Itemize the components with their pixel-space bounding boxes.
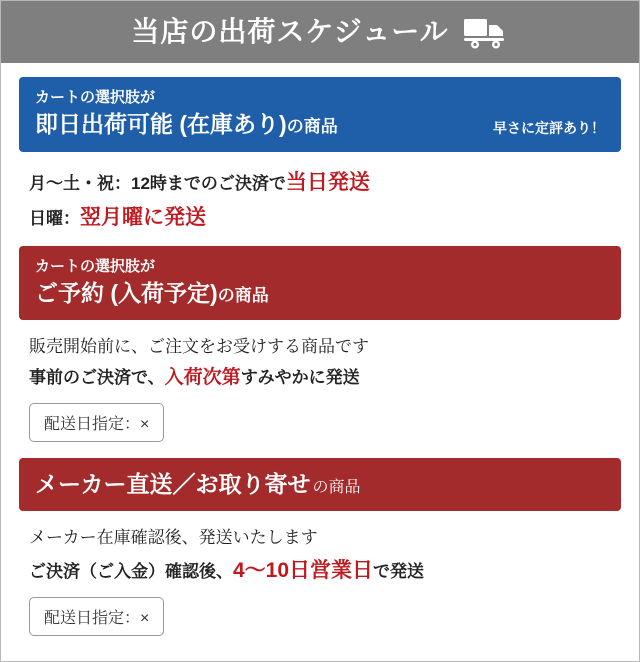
band-direct-ship-main-strong: メーカー直送／お取り寄せ	[35, 470, 311, 497]
delivery-truck-icon	[463, 15, 509, 49]
band-reserve	[19, 246, 621, 321]
detail-line-prefix: ご決済（ご入金）確認後、	[29, 562, 233, 582]
band-reserve-main-tail: の商品	[217, 285, 269, 305]
band-in-stock-sub: カートの選択肢が	[35, 89, 156, 106]
detail-line-emphasis: 4〜10日営業日	[233, 559, 374, 583]
detail-line-emphasis: 当日発送	[285, 170, 370, 194]
band-in-stock-note: 早さに定評あり！	[493, 119, 605, 136]
page-title: 当店の出荷スケジュール	[131, 16, 449, 47]
detail-line	[29, 200, 613, 236]
band-in-stock	[19, 77, 621, 152]
band-direct-ship-main-tail: の商品	[312, 478, 361, 496]
detail-reserve	[19, 320, 621, 451]
section-in-stock	[19, 77, 621, 246]
section-reserve	[19, 246, 621, 452]
band-reserve-main-strong: ご予約 (入荷予定)	[35, 279, 218, 306]
detail-line	[29, 362, 613, 394]
section-direct-ship	[19, 458, 621, 646]
detail-in-stock	[19, 152, 621, 246]
band-reserve-main	[35, 279, 605, 308]
detail-line	[29, 333, 613, 362]
detail-line-emphasis: 翌月曜に発送	[80, 206, 206, 230]
detail-line	[29, 165, 613, 201]
delivery-date-chip: 配送日指定：×	[29, 403, 164, 442]
detail-line-suffix: で発送	[373, 562, 425, 582]
detail-line-suffix: すみやかに発送	[240, 368, 360, 388]
detail-line-emphasis: 入荷次第	[164, 367, 241, 389]
band-in-stock-main-tail: の商品	[286, 116, 338, 136]
detail-line-prefix: 販売開始前に、ご注文をお受けする商品です	[29, 337, 369, 357]
band-in-stock-main-strong: 即日出荷可能 (在庫あり)	[35, 110, 287, 137]
detail-line-prefix: メーカー在庫確認後、発送いたします	[29, 528, 318, 548]
detail-line	[29, 553, 613, 589]
band-reserve-sub: カートの選択肢が	[35, 257, 156, 275]
detail-line	[29, 524, 613, 553]
page-header	[1, 1, 639, 63]
schedule-content	[1, 63, 639, 661]
detail-line-prefix: 日曜：	[29, 209, 80, 229]
delivery-date-chip: 配送日指定：×	[29, 597, 164, 636]
band-direct-ship	[19, 458, 621, 512]
detail-line-prefix: 事前のご決済で、	[29, 368, 165, 388]
detail-direct-ship	[19, 511, 621, 646]
detail-line-prefix: 月〜土・祝：12時までのご決済で	[29, 173, 286, 193]
